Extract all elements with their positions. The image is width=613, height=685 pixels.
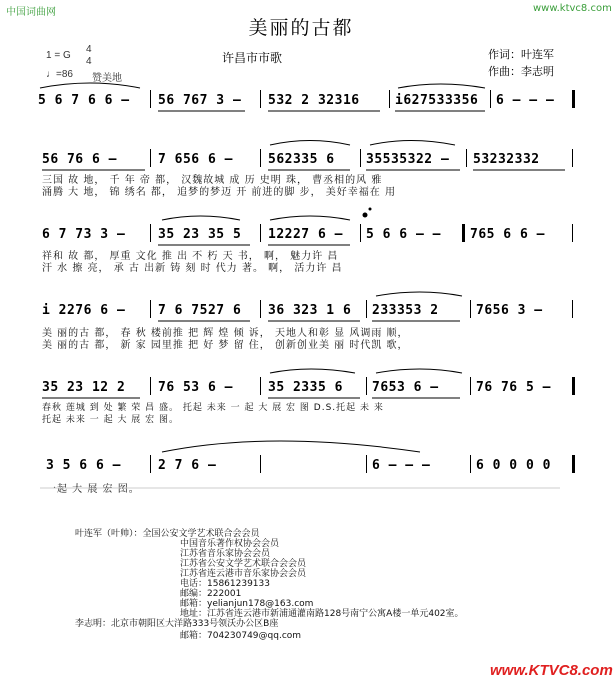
- measure-3-3: 12227 6 –: [268, 227, 343, 242]
- song-subtitle: 许昌市市歌: [222, 51, 283, 65]
- measure-1-5: 6 – – –: [496, 93, 555, 108]
- measure-4-1: i 2276 6 –: [42, 303, 126, 318]
- measure-3-1: 6 7 73 3 –: [42, 227, 126, 242]
- info-line-1: 叶连军（叶帅）：全国公安文学艺术联合会会员: [75, 529, 260, 539]
- info-line-10: 李志明：北京市朝阳区大洋路333号领沃办公区B座: [75, 619, 279, 629]
- measure-5-1: 35 23 12 2: [42, 380, 126, 395]
- lyrics-5-verse-1: 春秋 莲城 到 处 繁 荣 昌 盛。 托起 未来 一 起 大 展 宏 图 D.S.托起 未 来: [42, 403, 384, 413]
- lyrics-2-verse-2: 涌腾 大 地， 锦 绣名 都， 追梦的梦迈 开 前进的脚 步， 美好幸福在 用: [42, 187, 396, 198]
- info-line-11: 邮箱：704230749@qq.com: [180, 631, 302, 641]
- lyrics-3-verse-2: 汗 水 擦 亮， 承 古 出新 铸 刻 时 代力 著。 啊， 活力许 昌: [42, 263, 343, 274]
- info-line-4: 江苏省公安文学艺术联合会会员: [180, 559, 307, 569]
- site-logo: www.KTVC8.com: [490, 662, 613, 679]
- measure-2-5: 53232332: [473, 152, 540, 167]
- measure-1-3: 532 2 32316: [268, 93, 360, 108]
- measure-2-2: 7 656 6 –: [158, 152, 233, 167]
- lyrics-3-verse-1: 祥和 故 都， 厚重 文化 推 出 不 朽 天 书， 啊， 魅力许 昌: [42, 251, 339, 262]
- info-line-9: 地址：江苏省连云港市新浦通灌南路128号南宁公寓A楼一单元402室。: [180, 609, 464, 619]
- measure-5-5: 76 76 5 –: [476, 380, 551, 395]
- measure-4-5: 7656 3 –: [476, 303, 543, 318]
- measure-6-2: 2 7 6 –: [158, 458, 217, 473]
- lyrics-4-verse-2: 美 丽的古 都， 新 家 园里推 把 好 梦 留 住， 创新创业美 丽 时代凯 歌，: [42, 340, 409, 351]
- measure-2-1: 56 76 6 –: [42, 152, 117, 167]
- lyricist-credit: 作词：叶连军: [488, 48, 554, 61]
- lyrics-6-verse-1: 一起 大 展 宏 图。: [46, 484, 140, 495]
- info-line-8: 邮箱：yelianjun178@163.com: [180, 599, 314, 609]
- measure-5-2: 76 53 6 –: [158, 380, 233, 395]
- measure-1-2: 56 767 3 –: [158, 93, 242, 108]
- expression-marking: 赞美地: [92, 73, 122, 84]
- info-line-5: 江苏省连云港市音乐家协会会员: [180, 569, 307, 579]
- measure-3-2: 35 23 35 5: [158, 227, 242, 242]
- measure-4-4: 233353 2: [372, 303, 439, 318]
- lyrics-2-verse-1: 三国 故 地， 千 年 帝 都， 汉魏故城 成 历 史明 珠， 曹丞相的风 雅: [42, 175, 383, 186]
- time-signature-bottom: 4: [86, 56, 92, 67]
- lyrics-5-verse-2: 托起 未来 一 起 大 展 宏 图。: [42, 415, 180, 425]
- lyrics-4-verse-1: 美 丽的古 都， 春 秋 楼前推 把 辉 煌 倾 诉， 天地人和彰 显 风调雨 顺，: [42, 328, 409, 339]
- measure-2-4: 35535322 –: [366, 152, 450, 167]
- info-line-7: 邮编：222001: [180, 589, 242, 599]
- info-line-6: 电话：15861239133: [180, 579, 270, 589]
- measure-1-1: 5 6 7 6 6 –: [38, 93, 130, 108]
- measure-4-3: 36 323 1 6: [268, 303, 352, 318]
- composer-credit: 作曲：李志明: [488, 65, 554, 78]
- watermark-left: 中国词曲网: [6, 7, 56, 18]
- measure-2-3: 562335 6: [268, 152, 335, 167]
- time-signature-top: 4: [86, 44, 92, 55]
- measure-6-3: 6 – – –: [372, 458, 431, 473]
- measure-3-5: 765 6 6 –: [470, 227, 545, 242]
- measure-3-4: 5 6 6 – –: [366, 227, 441, 242]
- measure-1-4: i627533356: [395, 93, 479, 108]
- measure-6-1: 3 5 6 6 –: [46, 458, 121, 473]
- measure-6-4: 6 0 0 0 0: [476, 458, 551, 473]
- key-signature: 1 = G: [46, 50, 71, 61]
- measure-5-3: 35 2335 6: [268, 380, 343, 395]
- measure-4-2: 7 6 7527 6: [158, 303, 242, 318]
- measure-5-4: 7653 6 –: [372, 380, 439, 395]
- song-title: 美丽的古都: [248, 17, 354, 39]
- watermark-right: www.ktvc8.com: [533, 3, 612, 14]
- info-line-3: 江苏省音乐家协会会员: [180, 549, 271, 559]
- tempo-marking: ♩=86: [46, 69, 73, 80]
- info-line-2: 中国音乐著作权协会会员: [180, 539, 280, 549]
